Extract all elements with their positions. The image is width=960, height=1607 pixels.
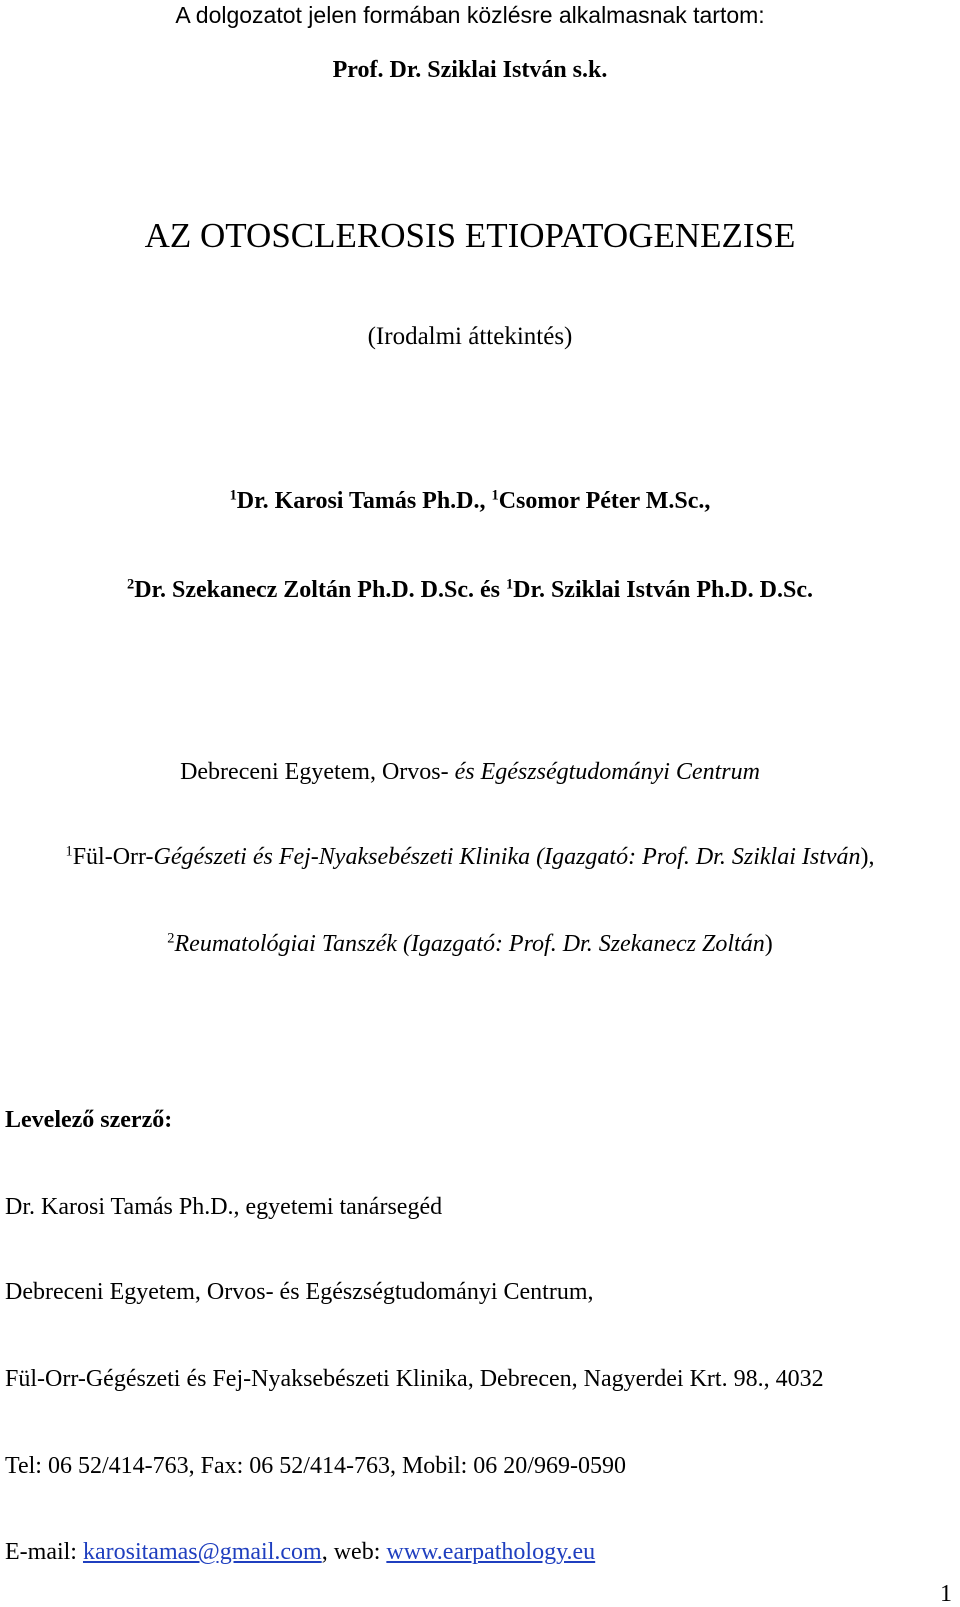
department-name-italic: Gégészeti és Fej-Nyaksebészeti Klinika (Igazgató: Prof. Dr. Sziklai István	[153, 844, 861, 870]
department-line-1	[0, 845, 940, 869]
author-name: Dr. Szekanecz Zoltán Ph.D. D.Sc. és	[134, 577, 500, 603]
author-name: Csomor Péter M.Sc.,	[498, 488, 711, 514]
department-marker: 1	[65, 843, 73, 860]
author-line-2	[0, 578, 940, 602]
web-label: , web:	[321, 1539, 381, 1565]
website-link[interactable]: www.earpathology.eu	[386, 1539, 596, 1565]
paper-title: AZ OTOSCLEROSIS ETIOPATOGENEZISE	[144, 216, 796, 255]
department-name: Fül-Orr-	[72, 844, 154, 870]
corresponding-author-phones: Tel: 06 52/414-763, Fax: 06 52/414-763, Mobil: 06 20/969-0590	[5, 1453, 626, 1479]
department-punctuation: )	[764, 931, 773, 957]
paper-subtitle: (Irodalmi áttekintés)	[367, 323, 573, 350]
author-affiliation-marker: 1	[229, 487, 237, 504]
corresponding-author-contact	[5, 1540, 595, 1564]
author-affiliation-marker: 2	[127, 576, 135, 593]
corresponding-author-name: Dr. Karosi Tamás Ph.D., egyetemi tanársegéd	[5, 1194, 443, 1220]
author-affiliation-marker: 1	[491, 487, 499, 504]
author-line-1	[0, 489, 940, 513]
author-name: Dr. Sziklai István Ph.D. D.Sc.	[513, 577, 813, 603]
author-name: Dr. Karosi Tamás Ph.D.,	[236, 488, 486, 514]
corresponding-author-address: Fül-Orr-Gégészeti és Fej-Nyaksebészeti Klinika, Debrecen, Nagyerdei Krt. 98., 4032	[5, 1366, 824, 1392]
page-number: 1	[940, 1581, 952, 1607]
approval-statement: A dolgozatot jelen formában közlésre alkalmasnak tartom:	[175, 2, 765, 28]
institution-name: Debreceni Egyetem, Orvos-	[180, 759, 449, 785]
department-name-italic: Reumatológiai Tanszék (Igazgató: Prof. Dr. Szekanecz Zoltán	[174, 931, 765, 957]
author-affiliation-marker: 1	[505, 576, 514, 593]
corresponding-author-institution: Debreceni Egyetem, Orvos- és Egészségtudományi Centrum,	[5, 1279, 594, 1305]
email-label: E-mail:	[5, 1539, 77, 1565]
department-line-2	[0, 932, 940, 956]
department-marker: 2	[167, 930, 175, 947]
institution-name-italic: és Egészségtudományi Centrum	[454, 759, 760, 785]
approval-signatory: Prof. Dr. Sziklai István s.k.	[332, 57, 608, 83]
corresponding-author-heading: Levelező szerző:	[5, 1107, 173, 1133]
department-punctuation: ),	[860, 844, 875, 870]
email-link[interactable]: karositamas@gmail.com	[82, 1539, 322, 1565]
institution-line	[0, 760, 940, 784]
